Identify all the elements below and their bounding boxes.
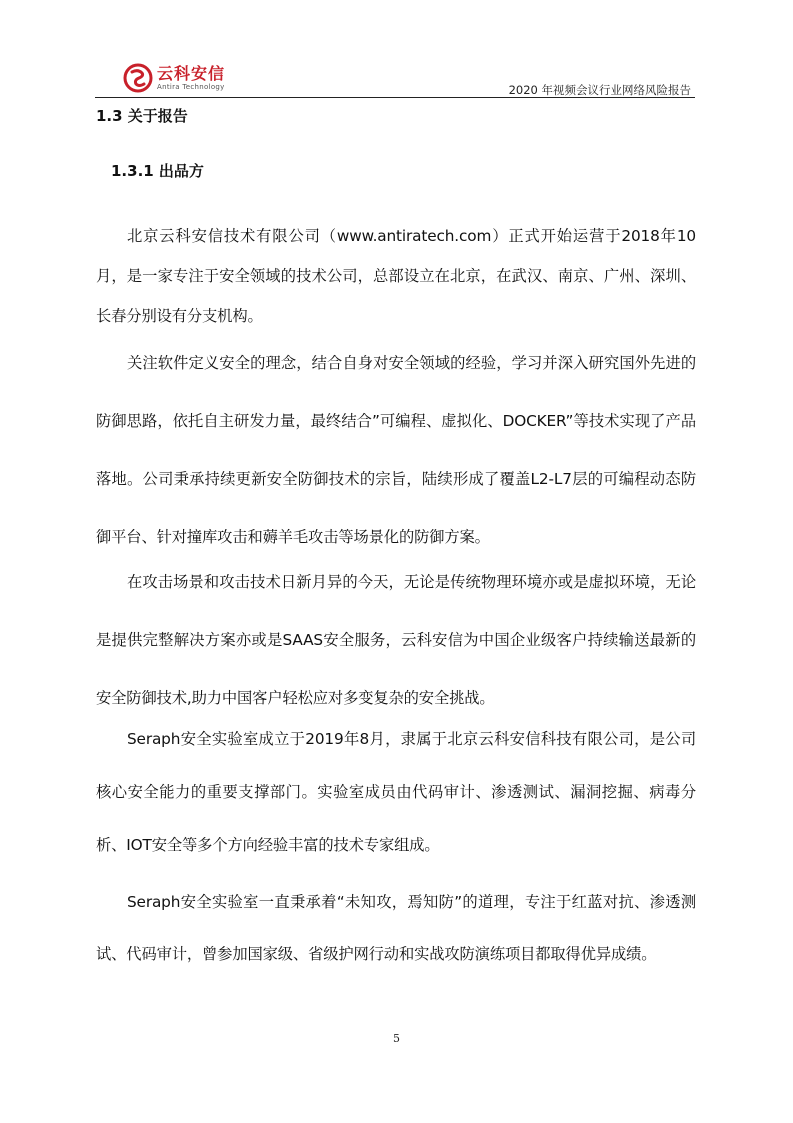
page-header — [95, 60, 695, 100]
subsection-heading: 1.3.1 出品方 — [111, 162, 204, 180]
paragraph-company-philosophy: 关注软件定义安全的理念，结合自身对安全领域的经验，学习并深入研究国外先进的防御思路，依托自主研发力量，最终结合”可编程、虚拟化、DOCKER”等技术实现了产品落地。公司秉承持续更新安全防御技术的宗旨，陆续形成了覆盖L2-L7层的可编程动态防御平台、针对撞库攻击和薅羊毛攻击等场景化的防御方案。 — [96, 354, 696, 546]
paragraph-lab-focus: Seraph安全实验室一直秉承着“未知攻，焉知防”的道理，专注于红蓝对抗、渗透测试、代码审计，曾参加国家级、省级护网行动和实战攻防演练项目都取得优异成绩。 — [96, 893, 696, 963]
paragraph-company-intro: 北京云科安信技术有限公司（www.antiratech.com）正式开始运营于2018年10月，是一家专注于安全领域的技术公司，总部设立在北京，在武汉、南京、广州、深圳、长春分别设有分支机构。 — [96, 227, 696, 325]
page-number: 5 — [393, 1032, 400, 1045]
company-logo — [123, 60, 225, 96]
paragraph-lab-intro: Seraph安全实验室成立于2019年8月，隶属于北京云科安信科技有限公司，是公司核心安全能力的重要支撑部门。实验室成员由代码审计、渗透测试、漏洞挖掘、病毒分析、IOT安全等多个方向经验丰富的技术专家组成。 — [96, 730, 696, 854]
report-title: 2020 年视频会议行业网络风险报告 — [508, 83, 691, 97]
logo-chinese-name: 云科安信 — [157, 63, 226, 83]
company-logo-icon — [123, 63, 153, 93]
logo-english-name: Antira Technology — [157, 82, 225, 91]
header-divider — [95, 97, 695, 98]
section-heading: 1.3 关于报告 — [96, 107, 188, 125]
paragraph-company-mission: 在攻击场景和攻击技术日新月异的今天，无论是传统物理环境亦或是虚拟环境，无论是提供完整解决方案亦或是SAAS安全服务，云科安信为中国企业级客户持续输送最新的安全防御技术,助力中国客户轻松应对多变复杂的安全挑战。 — [96, 573, 696, 707]
